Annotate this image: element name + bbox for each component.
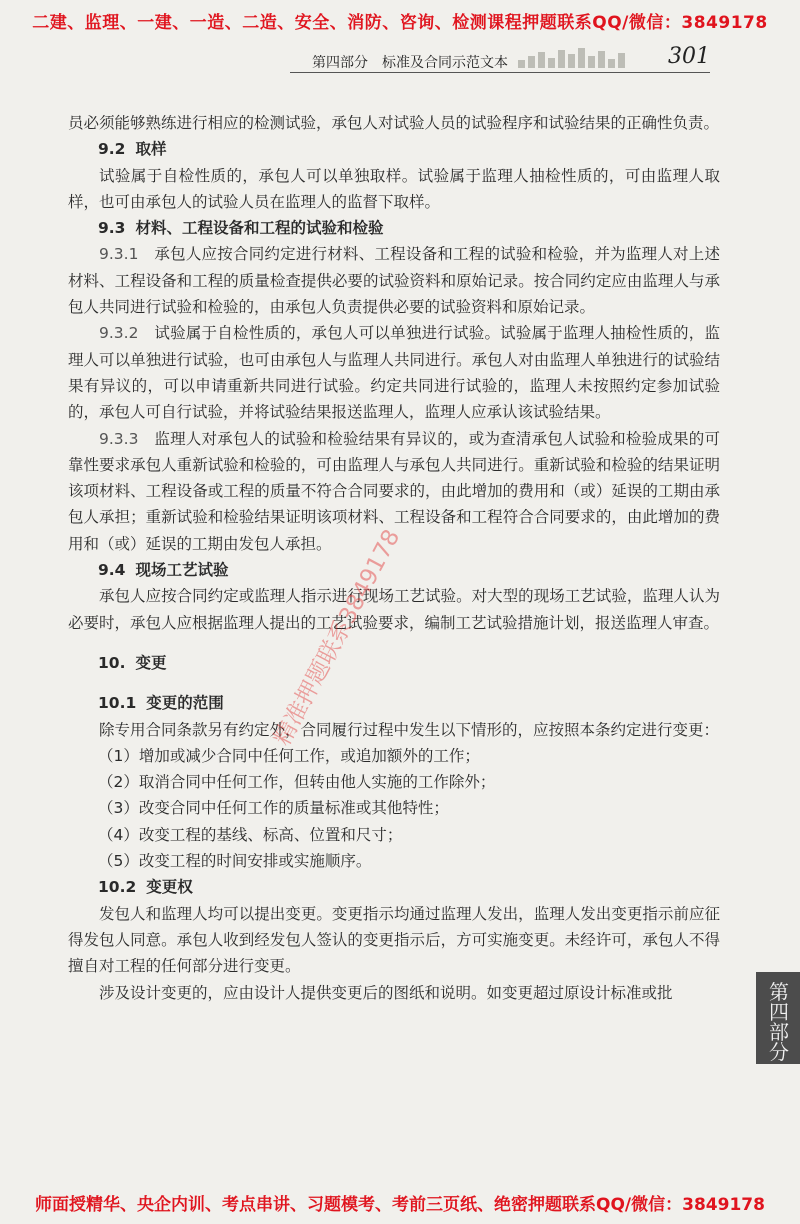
clause-text: 试验属于自检性质的，承包人可以单独进行试验。试验属于监理人抽检性质的，监理人可以单独进行试验，也可由承包人与监理人共同进行。承包人对由监理人单独进行的试验结果有异议的，可以申请重新共同进行试验。约定共同进行试验的，监理人未按照约定参加试验的，承包人可自行试验，并将试验结果报送监理人，监理人应承认该试验结果。 <box>68 324 720 422</box>
paragraph-9-3-1 <box>68 241 720 320</box>
clause-number: 9.3.3 <box>99 429 139 448</box>
list-item: （2）取消合同中任何工作，但转由他人实施的工作除外； <box>98 773 496 792</box>
heading-title: 材料、工程设备和工程的试验和检验 <box>135 219 384 238</box>
heading-title: 变更权 <box>146 878 193 897</box>
list-item: （5）改变工程的时间安排或实施顺序。 <box>98 852 372 871</box>
heading-number: 9.4 <box>98 561 126 580</box>
clause-number: 9.3.1 <box>99 245 139 264</box>
heading-number: 9.2 <box>98 140 126 159</box>
running-header <box>290 44 710 76</box>
header-decoration <box>518 48 638 68</box>
list-item: （4）改变工程的基线、标高、位置和尺寸； <box>98 825 403 844</box>
list-item: （3）改变合同中任何工作的质量标准或其他特性； <box>98 799 449 818</box>
bottom-promo-banner: 师面授精华、央企内训、考点串讲、习题模考、考前三页纸、绝密押题联系QQ/微信：3849178 <box>35 1195 765 1215</box>
heading-number: 9.3 <box>98 219 126 238</box>
list-item: （1）增加或减少合同中任何工作，或追加额外的工作； <box>98 746 480 765</box>
running-header-section: 第四部分 标准及合同示范文本 <box>312 55 508 71</box>
heading-9-2 <box>98 136 720 162</box>
section-side-tab <box>756 972 800 1064</box>
paragraph-10-2-b: 涉及设计变更的，应由设计人提供变更后的图纸和说明。如变更超过原设计标准或批 <box>99 983 673 1002</box>
paragraph-9-3-2 <box>68 320 720 425</box>
header-rule <box>290 72 710 73</box>
heading-title: 变更 <box>135 653 167 672</box>
paragraph-continued: 员必须能够熟练进行相应的检测试验，承包人对试验人员的试验程序和试验结果的正确性负责。 <box>68 114 720 132</box>
heading-9-4 <box>98 557 720 583</box>
heading-10-1 <box>98 690 720 716</box>
clause-text: 承包人应按合同约定进行材料、工程设备和工程的试验和检验，并为监理人对上述材料、工程设备和工程的质量检查提供必要的试验资料和原始记录。按合同约定应由监理人与承包人共同进行试验和检验的，由承包人负责提供必要的试验资料和原始记录。 <box>68 245 720 317</box>
paragraph-9-2: 试验属于自检性质的，承包人可以单独取样。试验属于监理人抽检性质的，可由监理人取样，也可由承包人的试验人员在监理人的监督下取样。 <box>68 166 720 211</box>
top-promo-banner: 二建、监理、一建、一造、二造、安全、消防、咨询、检测课程押题联系QQ/微信：3849178 <box>32 13 768 33</box>
watermark: 精准押题联系3849178 <box>269 525 406 750</box>
page-number: 301 <box>668 44 710 69</box>
heading-10-2 <box>98 874 720 900</box>
clause-number: 9.3.2 <box>99 324 139 343</box>
heading-title: 现场工艺试验 <box>135 561 229 580</box>
heading-9-3 <box>98 215 720 241</box>
paragraph-10-1: 除专用合同条款另有约定外，合同履行过程中发生以下情形的，应按照本条约定进行变更： <box>99 720 720 739</box>
paragraph-10-2-a: 发包人和监理人均可以提出变更。变更指示均通过监理人发出，监理人发出变更指示前应征得发包人同意。承包人收到经发包人签认的变更指示后，方可实施变更。未经许可，承包人不得擅自对工程的任何部分进行变更。 <box>68 904 720 976</box>
heading-number: 10.1 <box>98 694 137 713</box>
heading-number: 10. <box>98 653 126 672</box>
heading-10 <box>98 650 720 676</box>
side-tab-label: 第四部分 <box>769 980 789 1064</box>
heading-title: 变更的范围 <box>146 694 224 713</box>
paragraph-9-4: 承包人应按合同约定或监理人指示进行现场工艺试验。对大型的现场工艺试验，监理人认为必要时，承包人应根据监理人提出的工艺试验要求，编制工艺试验措施计划，报送监理人审查。 <box>68 587 720 632</box>
heading-number: 10.2 <box>98 878 137 897</box>
clause-text: 监理人对承包人的试验和检验结果有异议的，或为查清承包人试验和检验成果的可靠性要求承包人重新试验和检验的，可由监理人与承包人共同进行。重新试验和检验的结果证明该项材料、工程设备或工程的质量不符合合同要求的，由此增加的费用和（或）延误的工期由承包人承担；重新试验和检验结果证明该项材料、工程设备和工程符合合同要求的，由此增加的费用和（或）延误的工期由发包人承担。 <box>68 429 720 553</box>
heading-title: 取样 <box>135 140 167 159</box>
